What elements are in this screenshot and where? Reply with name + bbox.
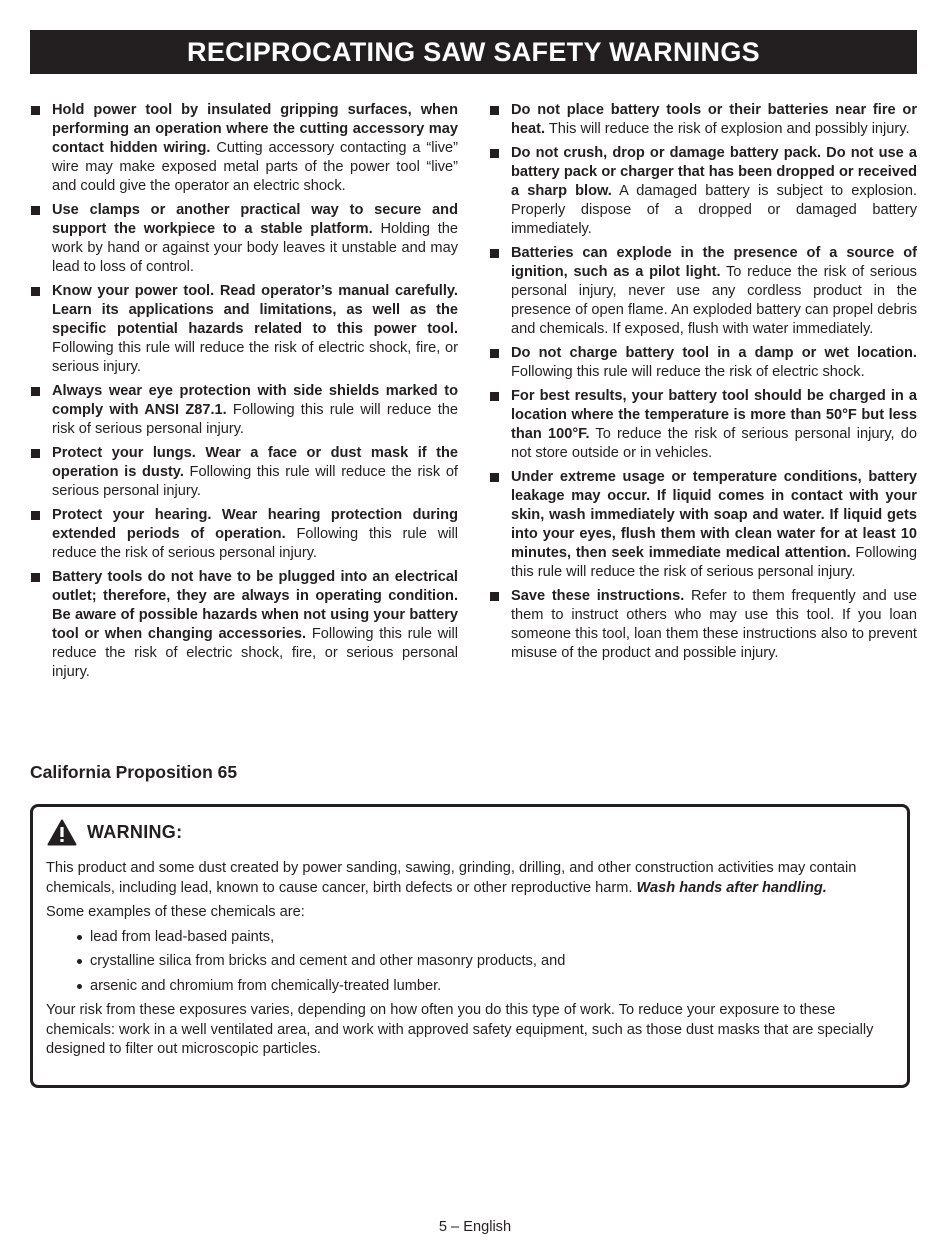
item-lead-text: Know your power tool. Read operator’s manual carefully. Learn its applications and limitations, as well as the specific potential hazards related to this power tool. (52, 283, 458, 337)
square-bullet-icon (490, 249, 499, 258)
warning-label: WARNING: (87, 822, 183, 842)
item-lead-text: Protect your hearing. Wear hearing protection during extended periods of operation. (52, 507, 458, 542)
item-body-text: Following this rule will reduce the risk of electric shock. (511, 364, 865, 380)
item-body-text: Holding the work by hand or against your body leaves it unstable and may lead to loss of control. (52, 221, 458, 275)
page-footer: 5 – English (438, 1219, 512, 1235)
examples-list (46, 928, 904, 997)
square-bullet-icon (490, 473, 499, 482)
item-lead-text: Save these instructions. (511, 588, 685, 604)
list-item-text: crystalline silica from bricks and cement and other masonry products, and (90, 953, 566, 969)
item-body-text: Following this rule will reduce the risk of serious personal injury. (52, 464, 458, 499)
warning-paragraph (46, 859, 904, 898)
warning-header (47, 819, 182, 846)
item-body-text: Following this rule will reduce the risk of serious personal injury. (52, 526, 458, 561)
warning-list-item (489, 101, 917, 139)
warning-triangle-icon (47, 819, 77, 846)
page-title: RECIPROCATING SAW SAFETY WARNINGS (187, 36, 760, 67)
square-bullet-icon (31, 287, 40, 296)
square-bullet-icon (490, 106, 499, 115)
warning-list-item (489, 387, 917, 463)
item-lead-text: Do not place battery tools or their batteries near fire or heat. (511, 102, 917, 137)
list-item-text: lead from lead-based paints, (90, 928, 275, 945)
warning-body (46, 859, 904, 1065)
right-column (489, 101, 917, 668)
bullet-dot (77, 984, 82, 989)
bullet-dot (77, 959, 82, 964)
square-bullet-icon (31, 573, 40, 582)
item-lead-text: Do not charge battery tool in a damp or wet location. (511, 345, 917, 361)
square-bullet-icon (31, 206, 40, 215)
item-lead-text: Hold power tool by insulated gripping surfaces, when performing an operation where the cutting accessory may contact hidden wiring. (52, 102, 458, 156)
left-column (30, 101, 458, 687)
list-item (77, 952, 904, 972)
warning-list-item (30, 101, 458, 196)
item-body-text: Following this rule will reduce the risk of electric shock, fire, or serious personal injury. (52, 626, 458, 680)
warning-list-item (30, 568, 458, 682)
warning-list-item (489, 344, 917, 382)
item-body-text: Following this rule will reduce the risk of electric shock, fire, or serious injury. (52, 340, 458, 375)
square-bullet-icon (31, 106, 40, 115)
item-body-text: Following this rule will reduce the risk of serious personal injury. (511, 545, 918, 580)
list-item (77, 928, 904, 948)
item-lead-text: Protect your lungs. Wear a face or dust mask if the operation is dusty. (52, 445, 458, 480)
square-bullet-icon (490, 592, 499, 601)
item-body-text: This will reduce the risk of explosion and possibly injury. (545, 121, 910, 137)
item-lead-text: Batteries can explode in the presence of a source of ignition, such as a pilot light. (511, 245, 917, 280)
square-bullet-icon (490, 349, 499, 358)
item-body-text: To reduce the risk of serious personal injury, do not store outside or in vehicles. (511, 426, 917, 461)
square-bullet-icon (490, 392, 499, 401)
item-lead-text: Always wear eye protection with side shields marked to comply with ANSI Z87.1. (52, 383, 458, 418)
item-lead-text: Use clamps or another practical way to secure and support the workpiece to a stable platform. (52, 202, 458, 237)
item-lead-text: Battery tools do not have to be plugged into an electrical outlet; therefore, they are always in operating condition. Be aware of possible hazards when not using your battery tool or when changing accessories. (52, 569, 458, 642)
title-bar (30, 30, 917, 74)
list-item (77, 977, 904, 997)
warning-list-item (489, 244, 917, 339)
item-lead-text: For best results, your battery tool should be charged in a location where the temperature is more than 50°F but less than 100°F. (511, 388, 917, 442)
item-body-text: Refer to them frequently and use them to instruct others who may use this tool. If you loan someone this tool, loan them these instructions also to prevent misuse of the product and possible injury. (511, 588, 917, 661)
warning-list-item (489, 587, 917, 663)
section-heading-prop65: California Proposition 65 (30, 762, 238, 782)
warning-list-item (30, 382, 458, 439)
warning-box (30, 804, 910, 1088)
warning-list-item (30, 444, 458, 501)
square-bullet-icon (31, 387, 40, 396)
bullet-dot (77, 935, 82, 940)
warning-list-item (30, 506, 458, 563)
warning-list-item (30, 201, 458, 277)
square-bullet-icon (31, 449, 40, 458)
warning-list-item (30, 282, 458, 377)
examples-intro: Some examples of these chemicals are: (46, 904, 305, 920)
list-item-text: arsenic and chromium from chemically-treated lumber. (90, 977, 442, 994)
square-bullet-icon (490, 149, 499, 158)
item-body-text: Following this rule will reduce the risk of serious personal injury. (52, 402, 458, 437)
warning-paragraph-text: This product and some dust created by power sanding, sawing, grinding, drilling, and other construction activities may contain chemicals, including lead, known to cause cancer, birth defects or other reproductive harm. (46, 860, 857, 896)
item-lead-text: Do not crush, drop or damage battery pack. Do not use a battery pack or charger that has been dropped or received a sharp blow. (511, 145, 917, 199)
item-body-text: Cutting accessory contacting a “live” wire may make exposed metal parts of the power tool “live” and could give the operator an electric shock. (52, 140, 459, 194)
square-bullet-icon (31, 511, 40, 520)
warning-list-item (489, 468, 917, 582)
item-body-text: A damaged battery is subject to explosion. Properly dispose of a dropped or damaged battery immediately. (511, 183, 917, 237)
item-body-text: To reduce the risk of serious personal injury, never use any cordless product in the presence of open flame. An exploded battery can propel debris and chemicals. If exposed, flush with water immediately. (511, 264, 917, 337)
warning-emphasis: Wash hands after handling. (636, 879, 827, 896)
warning-list-item (489, 144, 917, 239)
exposure-paragraph: Your risk from these exposures varies, depending on how often you do this type of work. To reduce your exposure to these chemicals: work in a well ventilated area, and work with approved safety equipment, such as those dust masks that are specially designed to filter out microscopic particles. (46, 1002, 874, 1057)
item-lead-text: Under extreme usage or temperature conditions, battery leakage may occur. If liquid comes in contact with your skin, wash immediately with soap and water. If liquid gets into your eyes, flush them with clean water for at least 10 minutes, then seek immediate medical attention. (511, 469, 917, 561)
